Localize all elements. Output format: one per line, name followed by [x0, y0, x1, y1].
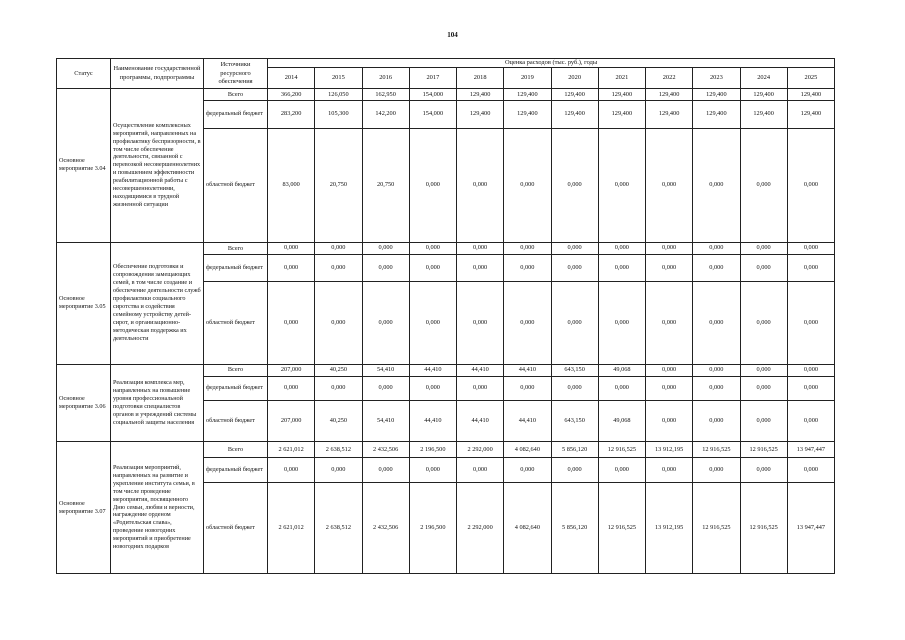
amount-cell: 126,050 — [315, 89, 362, 101]
amount-cell: 0,000 — [646, 282, 693, 365]
amount-cell: 0,000 — [409, 458, 456, 483]
amount-cell: 0,000 — [693, 376, 740, 401]
amount-cell: 0,000 — [693, 401, 740, 442]
amount-cell: 13 912,195 — [646, 482, 693, 573]
amount-cell: 129,400 — [598, 89, 645, 101]
amount-cell: 129,400 — [551, 100, 598, 128]
amount-cell: 0,000 — [787, 282, 834, 365]
amount-cell: 0,000 — [646, 376, 693, 401]
amount-cell: 0,000 — [409, 255, 456, 282]
measure-status: Основное мероприятие 3.07 — [57, 442, 111, 574]
amount-cell: 0,000 — [268, 255, 315, 282]
measure-name: Реализация комплекса мер, направленных на повышение уровня профессиональной подготовки специалистов органов и учреждений системы социальной защиты населения — [111, 364, 204, 441]
measure-name: Осуществление комплексных мероприятий, направленных на профилактику беспризорности, в том числе обеспечение деятельности, связанной с перевозкой несовершеннолетних и повышением эффективности реабилитационной работы с несовершеннолетними, находящимися в трудной жизненной ситуации — [111, 89, 204, 242]
amount-cell: 0,000 — [409, 242, 456, 255]
amount-cell: 44,410 — [409, 401, 456, 442]
funding-source: федеральный бюджет — [204, 376, 268, 401]
amount-cell: 54,410 — [362, 401, 409, 442]
amount-cell: 44,410 — [504, 364, 551, 376]
header-year: 2018 — [457, 68, 504, 89]
table-row — [57, 442, 835, 458]
amount-cell: 0,000 — [787, 255, 834, 282]
header-year: 2021 — [598, 68, 645, 89]
amount-cell: 129,400 — [787, 89, 834, 101]
amount-cell: 44,410 — [457, 401, 504, 442]
amount-cell: 2 292,000 — [457, 442, 504, 458]
amount-cell: 0,000 — [315, 376, 362, 401]
amount-cell: 0,000 — [598, 255, 645, 282]
amount-cell: 0,000 — [693, 128, 740, 242]
amount-cell: 0,000 — [268, 242, 315, 255]
amount-cell: 643,150 — [551, 364, 598, 376]
amount-cell: 0,000 — [740, 242, 787, 255]
amount-cell: 0,000 — [551, 376, 598, 401]
amount-cell: 12 916,525 — [693, 482, 740, 573]
measure-status: Основное мероприятие 3.05 — [57, 242, 111, 364]
measure-name: Обеспечение подготовки и сопровождения замещающих семей, в том числе создание и обеспечение деятельности служб профилактики социального сиротства и содействия семейному устройству детей-сирот, и организационно-методическая поддержка их деятельности — [111, 242, 204, 364]
header-year: 2020 — [551, 68, 598, 89]
amount-cell: 0,000 — [787, 401, 834, 442]
amount-cell: 49,068 — [598, 364, 645, 376]
amount-cell: 4 082,640 — [504, 482, 551, 573]
amount-cell: 366,200 — [268, 89, 315, 101]
amount-cell: 0,000 — [409, 128, 456, 242]
amount-cell: 0,000 — [740, 282, 787, 365]
amount-cell: 0,000 — [457, 282, 504, 365]
header-year: 2024 — [740, 68, 787, 89]
amount-cell: 0,000 — [787, 364, 834, 376]
amount-cell: 0,000 — [315, 255, 362, 282]
amount-cell: 0,000 — [646, 128, 693, 242]
amount-cell: 129,400 — [457, 100, 504, 128]
amount-cell: 20,750 — [315, 128, 362, 242]
amount-cell: 2 638,512 — [315, 442, 362, 458]
amount-cell: 0,000 — [740, 458, 787, 483]
funding-source: областной бюджет — [204, 401, 268, 442]
amount-cell: 0,000 — [787, 458, 834, 483]
amount-cell: 0,000 — [268, 282, 315, 365]
amount-cell: 129,400 — [504, 100, 551, 128]
header-year: 2014 — [268, 68, 315, 89]
header-estimate: Оценка расходов (тыс. руб.), годы — [268, 59, 835, 68]
amount-cell: 12 916,525 — [693, 442, 740, 458]
amount-cell: 129,400 — [551, 89, 598, 101]
amount-cell: 0,000 — [740, 364, 787, 376]
amount-cell: 0,000 — [598, 458, 645, 483]
amount-cell: 13 947,447 — [787, 442, 834, 458]
amount-cell: 0,000 — [551, 255, 598, 282]
amount-cell: 2 196,500 — [409, 442, 456, 458]
amount-cell: 2 196,500 — [409, 482, 456, 573]
amount-cell: 0,000 — [315, 458, 362, 483]
amount-cell: 129,400 — [646, 100, 693, 128]
amount-cell: 0,000 — [457, 255, 504, 282]
amount-cell: 0,000 — [787, 128, 834, 242]
funding-source: областной бюджет — [204, 128, 268, 242]
funding-source: федеральный бюджет — [204, 100, 268, 128]
amount-cell: 2 292,000 — [457, 482, 504, 573]
amount-cell: 13 947,447 — [787, 482, 834, 573]
amount-cell: 12 916,525 — [740, 442, 787, 458]
amount-cell: 44,410 — [504, 401, 551, 442]
amount-cell: 12 916,525 — [740, 482, 787, 573]
header-year: 2025 — [787, 68, 834, 89]
amount-cell: 129,400 — [693, 100, 740, 128]
amount-cell: 162,950 — [362, 89, 409, 101]
header-year: 2016 — [362, 68, 409, 89]
amount-cell: 0,000 — [646, 364, 693, 376]
amount-cell: 0,000 — [787, 376, 834, 401]
funding-source: Всего — [204, 442, 268, 458]
amount-cell: 0,000 — [598, 282, 645, 365]
amount-cell: 105,300 — [315, 100, 362, 128]
amount-cell: 0,000 — [693, 364, 740, 376]
table-header — [57, 59, 835, 89]
header-year: 2023 — [693, 68, 740, 89]
amount-cell: 0,000 — [787, 242, 834, 255]
amount-cell: 283,200 — [268, 100, 315, 128]
amount-cell: 0,000 — [504, 282, 551, 365]
amount-cell: 0,000 — [457, 376, 504, 401]
amount-cell: 129,400 — [504, 89, 551, 101]
amount-cell: 0,000 — [504, 458, 551, 483]
measure-name: Реализация мероприятий, направленных на развитие и укрепление института семьи, в том числе проведение мероприятия, посвященного Дню семьи, любви и верности, награждение орденом «Родительская слава», проведение новогодних мероприятий и приобретение новогодних подарков — [111, 442, 204, 574]
amount-cell: 154,000 — [409, 89, 456, 101]
amount-cell: 0,000 — [362, 255, 409, 282]
amount-cell: 0,000 — [598, 242, 645, 255]
page-number: 104 — [447, 31, 458, 39]
amount-cell: 83,000 — [268, 128, 315, 242]
funding-source: Всего — [204, 242, 268, 255]
amount-cell: 2 432,506 — [362, 482, 409, 573]
header-year: 2017 — [409, 68, 456, 89]
amount-cell: 0,000 — [504, 128, 551, 242]
amount-cell: 0,000 — [646, 242, 693, 255]
amount-cell: 0,000 — [362, 376, 409, 401]
amount-cell: 643,150 — [551, 401, 598, 442]
header-row-1 — [57, 59, 835, 68]
amount-cell: 2 432,506 — [362, 442, 409, 458]
amount-cell: 2 638,512 — [315, 482, 362, 573]
amount-cell: 207,000 — [268, 364, 315, 376]
amount-cell: 13 912,195 — [646, 442, 693, 458]
amount-cell: 0,000 — [504, 376, 551, 401]
amount-cell: 2 621,012 — [268, 482, 315, 573]
amount-cell: 0,000 — [315, 282, 362, 365]
amount-cell: 0,000 — [362, 242, 409, 255]
header-status: Статус — [57, 59, 111, 89]
measure-status: Основное мероприятие 3.04 — [57, 89, 111, 242]
header-sources: Источники ресурсного обеспечения — [204, 59, 268, 89]
amount-cell: 0,000 — [315, 242, 362, 255]
measure-status: Основное мероприятие 3.06 — [57, 364, 111, 441]
header-program-name: Наименование государственной программы, подпрограммы — [111, 59, 204, 89]
amount-cell: 44,410 — [409, 364, 456, 376]
amount-cell: 0,000 — [409, 376, 456, 401]
funding-source: Всего — [204, 89, 268, 101]
amount-cell: 0,000 — [646, 255, 693, 282]
amount-cell: 0,000 — [693, 282, 740, 365]
amount-cell: 0,000 — [457, 128, 504, 242]
amount-cell: 0,000 — [268, 458, 315, 483]
amount-cell: 0,000 — [740, 255, 787, 282]
amount-cell: 40,250 — [315, 401, 362, 442]
amount-cell: 129,400 — [646, 89, 693, 101]
table-row — [57, 242, 835, 255]
amount-cell: 40,250 — [315, 364, 362, 376]
amount-cell: 0,000 — [598, 128, 645, 242]
amount-cell: 0,000 — [409, 282, 456, 365]
amount-cell: 2 621,012 — [268, 442, 315, 458]
amount-cell: 44,410 — [457, 364, 504, 376]
amount-cell: 0,000 — [598, 376, 645, 401]
budget-table — [56, 58, 835, 574]
funding-source: Всего — [204, 364, 268, 376]
table-row — [57, 364, 835, 376]
amount-cell: 0,000 — [693, 458, 740, 483]
amount-cell: 0,000 — [646, 458, 693, 483]
header-year: 2022 — [646, 68, 693, 89]
amount-cell: 0,000 — [362, 458, 409, 483]
amount-cell: 0,000 — [551, 458, 598, 483]
amount-cell: 0,000 — [504, 255, 551, 282]
amount-cell: 5 856,120 — [551, 442, 598, 458]
funding-source: федеральный бюджет — [204, 255, 268, 282]
amount-cell: 12 916,525 — [598, 442, 645, 458]
amount-cell: 129,400 — [787, 100, 834, 128]
amount-cell: 54,410 — [362, 364, 409, 376]
amount-cell: 4 082,640 — [504, 442, 551, 458]
amount-cell: 5 856,120 — [551, 482, 598, 573]
amount-cell: 0,000 — [740, 401, 787, 442]
amount-cell: 0,000 — [362, 282, 409, 365]
amount-cell: 0,000 — [551, 282, 598, 365]
header-year: 2015 — [315, 68, 362, 89]
amount-cell: 129,400 — [598, 100, 645, 128]
amount-cell: 207,000 — [268, 401, 315, 442]
amount-cell: 0,000 — [551, 242, 598, 255]
table-row — [57, 89, 835, 101]
table-body — [57, 89, 835, 574]
amount-cell: 0,000 — [457, 242, 504, 255]
amount-cell: 0,000 — [740, 376, 787, 401]
amount-cell: 0,000 — [457, 458, 504, 483]
header-year: 2019 — [504, 68, 551, 89]
amount-cell: 154,000 — [409, 100, 456, 128]
amount-cell: 49,068 — [598, 401, 645, 442]
funding-source: областной бюджет — [204, 482, 268, 573]
funding-source: областной бюджет — [204, 282, 268, 365]
amount-cell: 129,400 — [740, 100, 787, 128]
funding-source: федеральный бюджет — [204, 458, 268, 483]
amount-cell: 129,400 — [740, 89, 787, 101]
amount-cell: 0,000 — [740, 128, 787, 242]
amount-cell: 0,000 — [693, 242, 740, 255]
amount-cell: 129,400 — [693, 89, 740, 101]
amount-cell: 0,000 — [551, 128, 598, 242]
amount-cell: 142,200 — [362, 100, 409, 128]
amount-cell: 0,000 — [646, 401, 693, 442]
amount-cell: 12 916,525 — [598, 482, 645, 573]
amount-cell: 0,000 — [268, 376, 315, 401]
amount-cell: 0,000 — [693, 255, 740, 282]
amount-cell: 20,750 — [362, 128, 409, 242]
amount-cell: 0,000 — [504, 242, 551, 255]
amount-cell: 129,400 — [457, 89, 504, 101]
